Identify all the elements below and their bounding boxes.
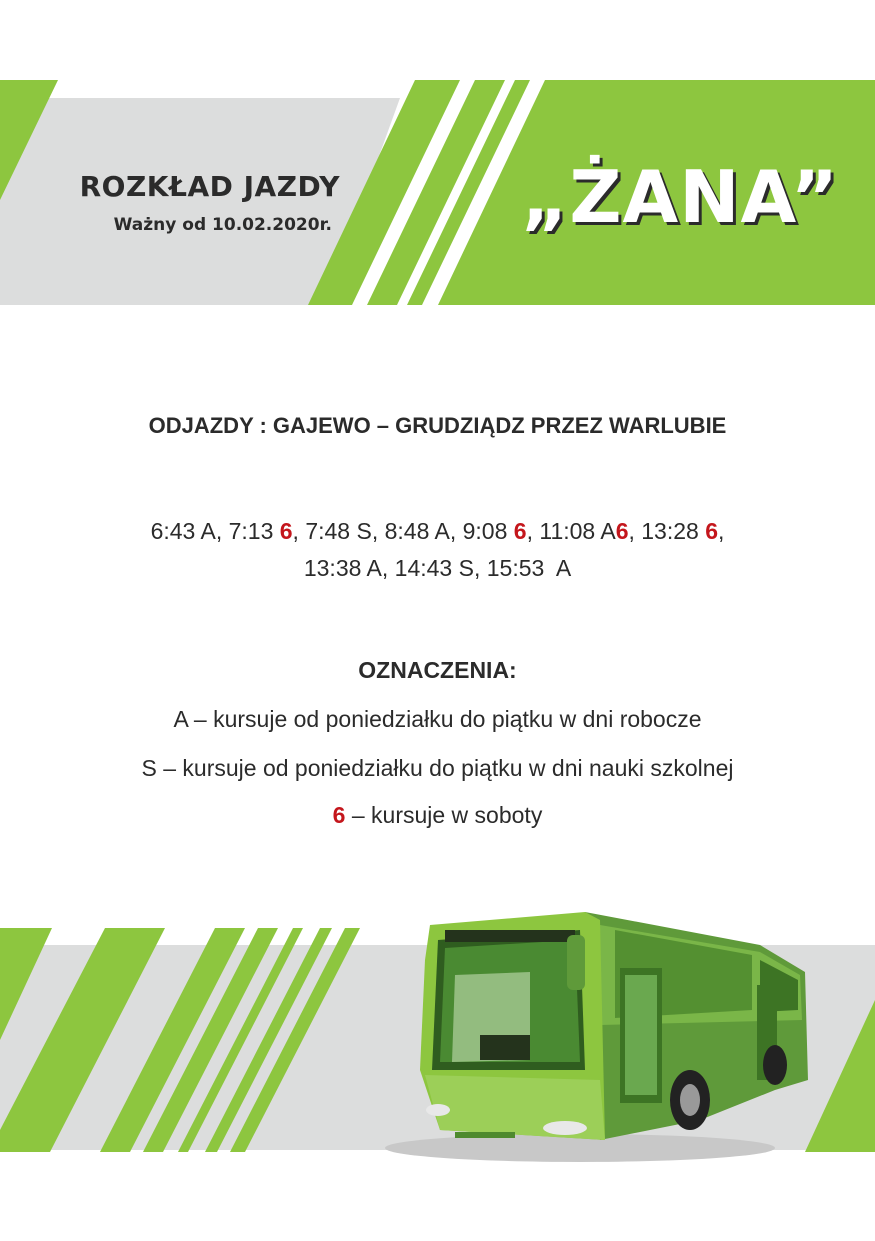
departure: 14:43 S,	[394, 555, 487, 581]
validity-date: Ważny od 10.02.2020r.	[113, 215, 332, 235]
departure: 7:48 S,	[305, 518, 385, 544]
legend-item-a: A – kursuje od poniedziałku do piątku w dni robocze	[173, 706, 702, 732]
legend-item-6: 6 – kursuje w soboty	[332, 802, 543, 828]
departure-line-2	[60, 550, 815, 587]
legend-item-s: S – kursuje od poniedziałku do piątku w dni nauki szkolnej	[141, 755, 734, 781]
departure: 6:43 A,	[150, 518, 229, 544]
departure: 13:28 6,	[641, 518, 725, 544]
departure-line-1	[60, 513, 815, 550]
departure: 11:08 A6,	[539, 518, 642, 544]
departure: 8:48 A,	[384, 518, 463, 544]
legend-title: OZNACZENIA:	[358, 657, 517, 683]
departure: 9:08 6,	[462, 518, 540, 544]
departure: 15:53 A	[486, 555, 572, 581]
departure: 7:13 6,	[228, 518, 306, 544]
page-title: ROZKŁAD JAZDY	[79, 170, 340, 203]
brand-logo-text: „ŻANA”	[521, 155, 839, 239]
departure-times	[60, 513, 815, 587]
departure: 13:38 A,	[303, 555, 395, 581]
route-heading: ODJAZDY : GAJEWO – GRUDZIĄDZ PRZEZ WARLUBIE	[148, 413, 727, 438]
